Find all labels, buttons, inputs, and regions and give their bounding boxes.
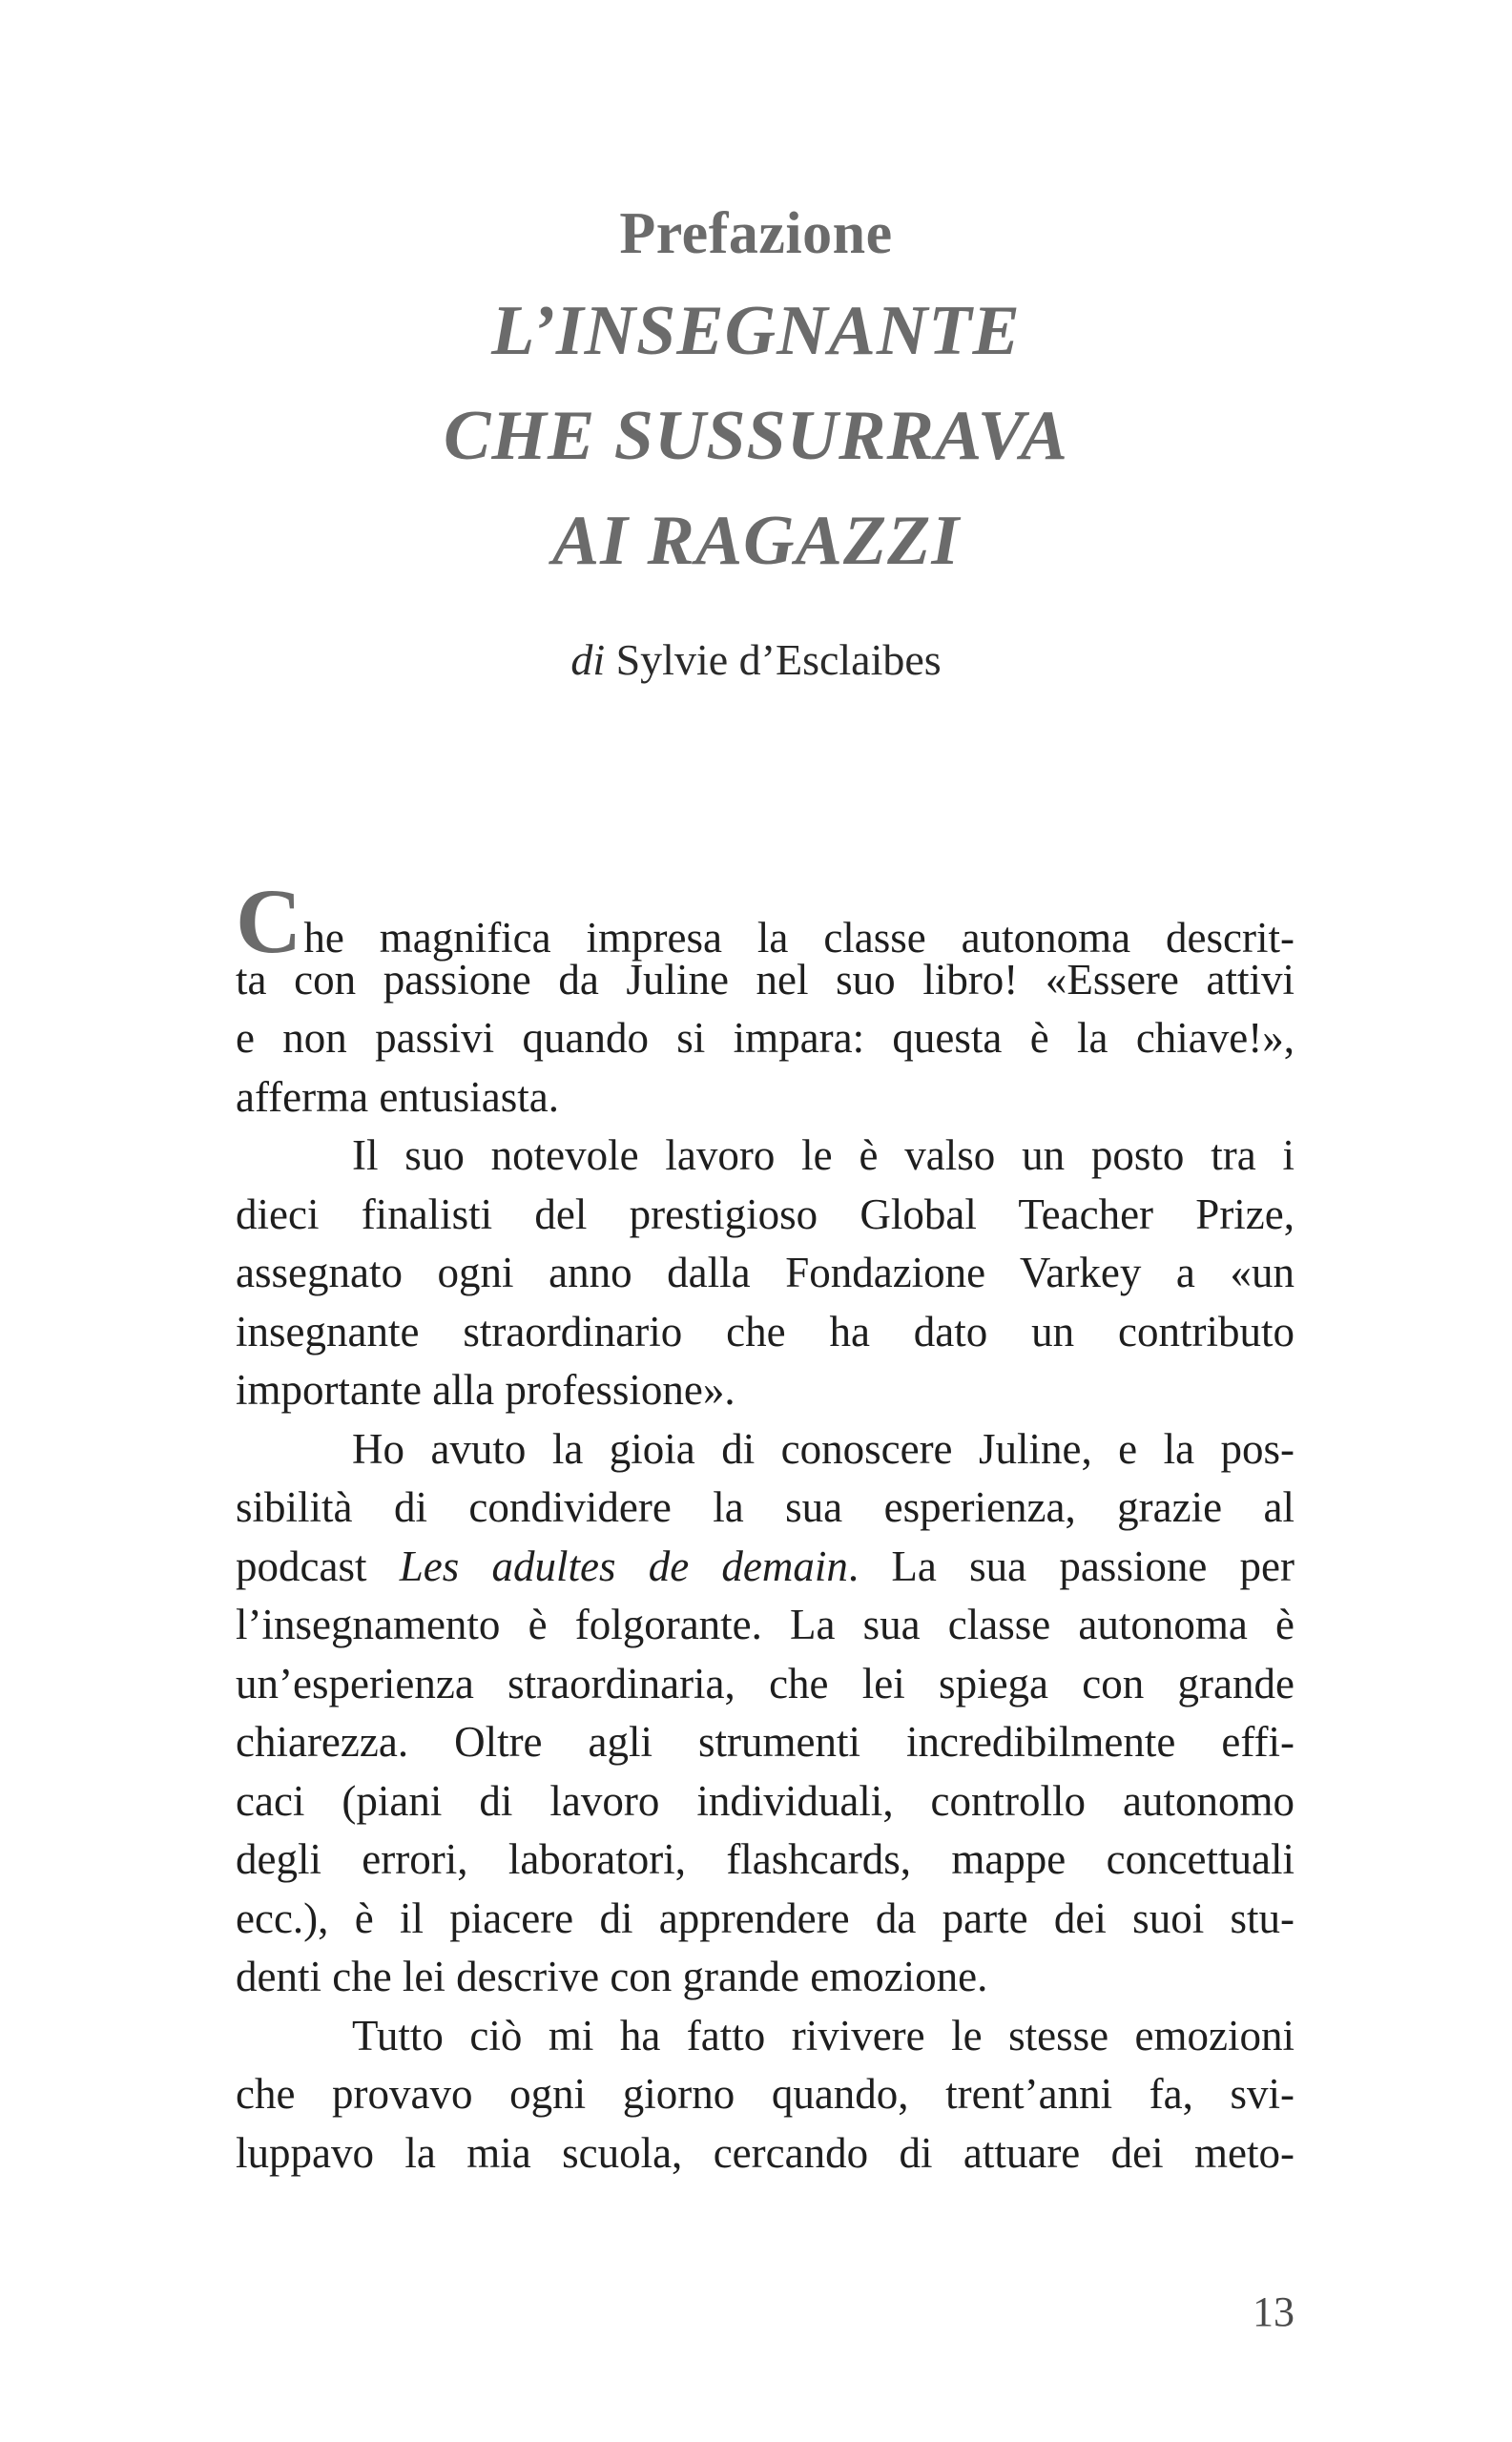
text-line: denti che lei descrive con grande emozione. — [236, 1953, 988, 2000]
drop-cap: C — [236, 870, 302, 972]
byline-author: Sylvie d’Esclaibes — [615, 635, 942, 684]
section-label: Prefazione — [619, 201, 893, 266]
text-line: Il suo notevole lavoro le è valso un posto tra i — [352, 1131, 1295, 1179]
text-line: importante alla professione». — [236, 1366, 735, 1414]
text-line: l’insegnamento è folgorante. La sua classe autonoma è — [236, 1601, 1295, 1648]
text-line: Ho avuto la gioia di conoscere Juline, e la pos- — [352, 1424, 1295, 1473]
text-line: e non passivi quando si impara: questa è la chiave!», — [236, 1014, 1295, 1062]
text-line: ta con passione da Juline nel suo libro! «Essere attivi — [236, 955, 1295, 1004]
text-line: Tutto ciò mi ha fatto rivivere le stesse emozioni — [352, 2011, 1295, 2059]
chapter-title-line-1: L’INSEGNANTE — [491, 292, 1021, 370]
page-number: 13 — [1253, 2288, 1295, 2335]
text-line: caci (piani di lavoro individuali, controllo autonomo — [236, 1776, 1295, 1825]
text-line: dieci finalisti del prestigioso Global Teacher Prize, — [236, 1190, 1295, 1238]
text-line: ecc.), è il piacere di apprendere da parte dei suoi stu- — [236, 1894, 1295, 1942]
text-line: un’esperienza straordinaria, che lei spiega con grande — [236, 1659, 1295, 1707]
byline-prefix: di — [570, 635, 606, 684]
byline — [0, 634, 1512, 685]
chapter-title-line-2: CHE SUSSURRAVA — [444, 397, 1068, 475]
text-line: chiarezza. Oltre agli strumenti incredibilmente effi- — [236, 1718, 1295, 1766]
text-line: che provavo ogni giorno quando, trent’anni fa, svi- — [236, 2070, 1295, 2118]
body-text — [236, 870, 1295, 2183]
podcast-title: Les adultes de demain — [399, 1542, 848, 1590]
text-line: sibilità di condividere la sua esperienza, grazie al — [236, 1483, 1295, 1531]
text-line: Che magnifica impresa la classe autonoma descrit- — [236, 870, 1295, 972]
text-line: podcast Les adultes de demain. La sua passione per — [236, 1542, 1295, 1590]
text-line: luppavo la mia scuola, cercando di attuare dei meto- — [236, 2128, 1295, 2177]
text-line: afferma entusiasta. — [236, 1072, 560, 1121]
text-line: degli errori, laboratori, flashcards, mappe concettuali — [236, 1835, 1295, 1883]
chapter-title-line-3: AI RAGAZZI — [551, 502, 961, 580]
text-line: insegnante straordinario che ha dato un contributo — [236, 1307, 1295, 1356]
text-line: assegnato ogni anno dalla Fondazione Varkey a «un — [236, 1249, 1295, 1296]
